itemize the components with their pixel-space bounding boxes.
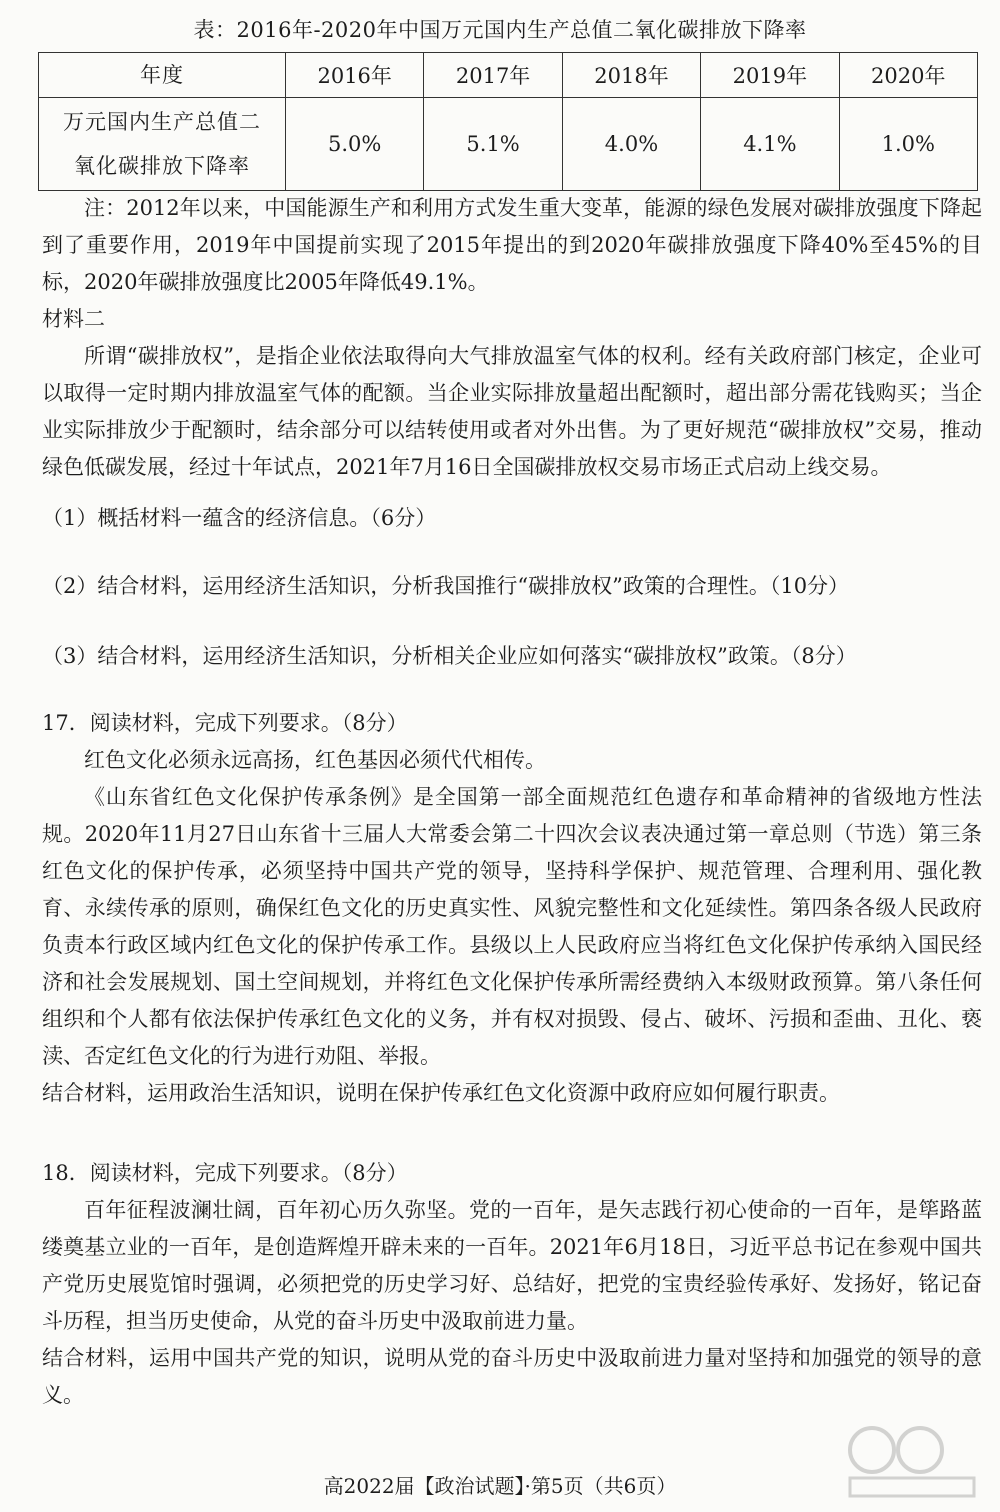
- q17-stem: 17．阅读材料，完成下列要求。（8分）: [42, 711, 408, 735]
- row-label-line: 氧化碳排放下降率: [74, 154, 250, 178]
- material2-heading: 材料二: [42, 307, 105, 331]
- q18-para1: 百年征程波澜壮阔，百年初心历久弥坚。党的一百年，是矢志践行初心使命的一百年，是筚路蓝缕奠基立业的一百年，是创造辉煌开辟未来的一百年。2021年6月18日，习近平总书记在参观中国共产党历史展览馆时强调，必须把党的历史学习好、总结好，把党的宝贵经验传承好、发扬好，铭记奋斗历程，担当历史使命，从党的奋斗历史中汲取前进力量。: [42, 1198, 982, 1333]
- year-cell: 2020年: [839, 53, 977, 98]
- table-header-row: [39, 53, 978, 98]
- table-note: 注：2012年以来，中国能源生产和利用方式发生重大变革，能源的绿色发展对碳排放强度下降起到了重要作用，2019年中国提前实现了2015年提出的到2020年碳排放强度下降40%至45%的目标，2020年碳排放强度比2005年降低49.1%。: [42, 196, 982, 294]
- table-title: 表：2016年-2020年中国万元国内生产总值二氧化碳排放下降率: [193, 18, 807, 42]
- page-footer: 高2022届【政治试题】·第5页（共6页）: [323, 1474, 677, 1498]
- year-cell: 2019年: [701, 53, 839, 98]
- emission-table: [38, 52, 978, 191]
- value-cell: 4.0%: [562, 98, 700, 191]
- q17-block: [42, 705, 982, 1112]
- table-value-row: [39, 98, 978, 191]
- year-cell: 2016年: [286, 53, 424, 98]
- value-cell: 1.0%: [839, 98, 977, 191]
- q17-para2: 《山东省红色文化保护传承条例》是全国第一部全面规范红色遗存和革命精神的省级地方性法规。2020年11月27日山东省十三届人大常委会第二十四次会议表决通过第一章总则（节选）第三条红色文化的保护传承，必须坚持中国共产党的领导，坚持科学保护、规范管理、合理利用、强化教育、永续传承的原则，确保红色文化的历史真实性、风貌完整性和文化延续性。第四条各级人民政府负责本行政区域内红色文化的保护传承工作。县级以上人民政府应当将红色文化保护传承纳入国民经济和社会发展规划、国土空间规划，并将红色文化保护传承所需经费纳入本级财政预算。第八条任何组织和个人都有依法保护传承红色文化的义务，并有权对损毁、侵占、破坏、污损和歪曲、丑化、亵渎、否定红色文化的行为进行劝阻、举报。: [42, 785, 982, 1068]
- year-cell: 2018年: [562, 53, 700, 98]
- q18-stem: 18．阅读材料，完成下列要求。（8分）: [42, 1161, 408, 1185]
- q16-sub1: （1）概括材料一蕴含的经济信息。（6分）: [42, 506, 437, 530]
- q16-sub2: （2）结合材料，运用经济生活知识，分析我国推行“碳排放权”政策的合理性。（10分）: [42, 574, 850, 598]
- material2-body: 所谓“碳排放权”，是指企业依法取得向大气排放温室气体的权利。经有关政府部门核定，企业可以取得一定时期内排放温室气体的配额。当企业实际排放量超出配额时，超出部分需花钱购买；当企业实际排放少于配额时，结余部分可以结转使用或者对外出售。为了更好规范“碳排放权”交易，推动绿色低碳发展，经过十年试点，2021年7月16日全国碳排放权交易市场正式启动上线交易。: [42, 344, 982, 479]
- header-label-cell: 年度: [39, 53, 286, 98]
- value-cell: 5.1%: [424, 98, 562, 191]
- q17-task: 结合材料，运用政治生活知识，说明在保护传承红色文化资源中政府应如何履行职责。: [42, 1081, 840, 1105]
- watermark-logo-icon: [842, 1418, 982, 1502]
- q17-para1: 红色文化必须永远高扬，红色基因必须代代相传。: [84, 748, 546, 772]
- year-cell: 2017年: [424, 53, 562, 98]
- q16-sub3: （3）结合材料，运用经济生活知识，分析相关企业应如何落实“碳排放权”政策。（8分）: [42, 644, 857, 668]
- q18-task: 结合材料，运用中国共产党的知识，说明从党的奋斗历史中汲取前进力量对坚持和加强党的领导的意义。: [42, 1346, 982, 1407]
- row-label-cell: [39, 98, 286, 191]
- table-note-block: [42, 190, 982, 486]
- value-cell: 4.1%: [701, 98, 839, 191]
- q18-block: [42, 1155, 982, 1414]
- row-label-line: 万元国内生产总值二: [63, 110, 261, 134]
- value-cell: 5.0%: [286, 98, 424, 191]
